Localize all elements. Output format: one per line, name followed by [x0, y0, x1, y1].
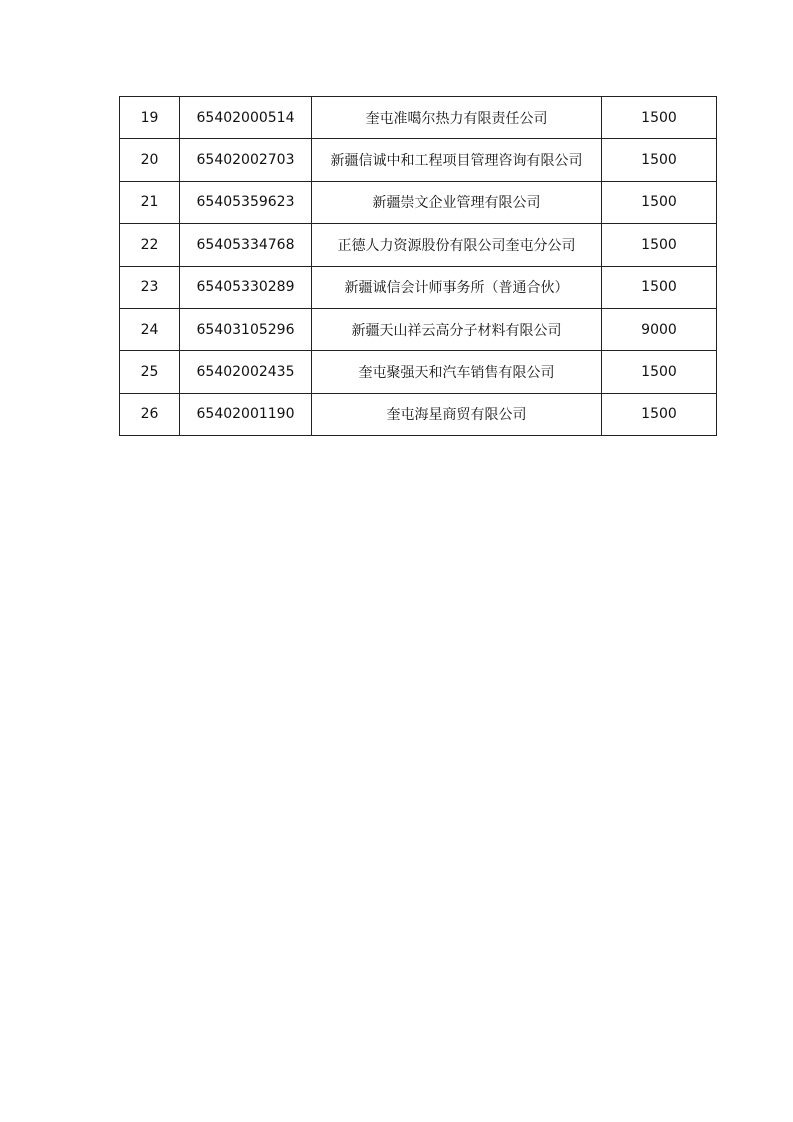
- amount-cell: 1500: [602, 181, 717, 223]
- amount-cell: 1500: [602, 351, 717, 393]
- row-number-cell: 26: [120, 393, 180, 435]
- code-cell: 65403105296: [180, 308, 312, 350]
- company-name-cell: 奎屯聚强天和汽车销售有限公司: [312, 351, 602, 393]
- table-row: [120, 393, 717, 435]
- company-table: [119, 96, 717, 436]
- amount-cell: 1500: [602, 139, 717, 181]
- row-number-cell: 24: [120, 308, 180, 350]
- company-name-cell: 新疆天山祥云高分子材料有限公司: [312, 308, 602, 350]
- company-name-cell: 奎屯准噶尔热力有限责任公司: [312, 97, 602, 139]
- row-number-cell: 25: [120, 351, 180, 393]
- row-number-cell: 23: [120, 266, 180, 308]
- row-number-cell: 22: [120, 224, 180, 266]
- table-row: [120, 97, 717, 139]
- amount-cell: 9000: [602, 308, 717, 350]
- company-name-cell: 正德人力资源股份有限公司奎屯分公司: [312, 224, 602, 266]
- amount-cell: 1500: [602, 224, 717, 266]
- code-cell: 65405334768: [180, 224, 312, 266]
- table-row: [120, 224, 717, 266]
- code-cell: 65405359623: [180, 181, 312, 223]
- row-number-cell: 20: [120, 139, 180, 181]
- company-name-cell: 新疆诚信会计师事务所（普通合伙）: [312, 266, 602, 308]
- code-cell: 65402001190: [180, 393, 312, 435]
- code-cell: 65402002703: [180, 139, 312, 181]
- table-row: [120, 181, 717, 223]
- amount-cell: 1500: [602, 266, 717, 308]
- code-cell: 65402002435: [180, 351, 312, 393]
- amount-cell: 1500: [602, 97, 717, 139]
- company-name-cell: 新疆崇文企业管理有限公司: [312, 181, 602, 223]
- company-name-cell: 新疆信诚中和工程项目管理咨询有限公司: [312, 139, 602, 181]
- table-row: [120, 266, 717, 308]
- row-number-cell: 21: [120, 181, 180, 223]
- code-cell: 65402000514: [180, 97, 312, 139]
- table-row: [120, 308, 717, 350]
- table-row: [120, 139, 717, 181]
- row-number-cell: 19: [120, 97, 180, 139]
- code-cell: 65405330289: [180, 266, 312, 308]
- table-row: [120, 351, 717, 393]
- amount-cell: 1500: [602, 393, 717, 435]
- company-name-cell: 奎屯海星商贸有限公司: [312, 393, 602, 435]
